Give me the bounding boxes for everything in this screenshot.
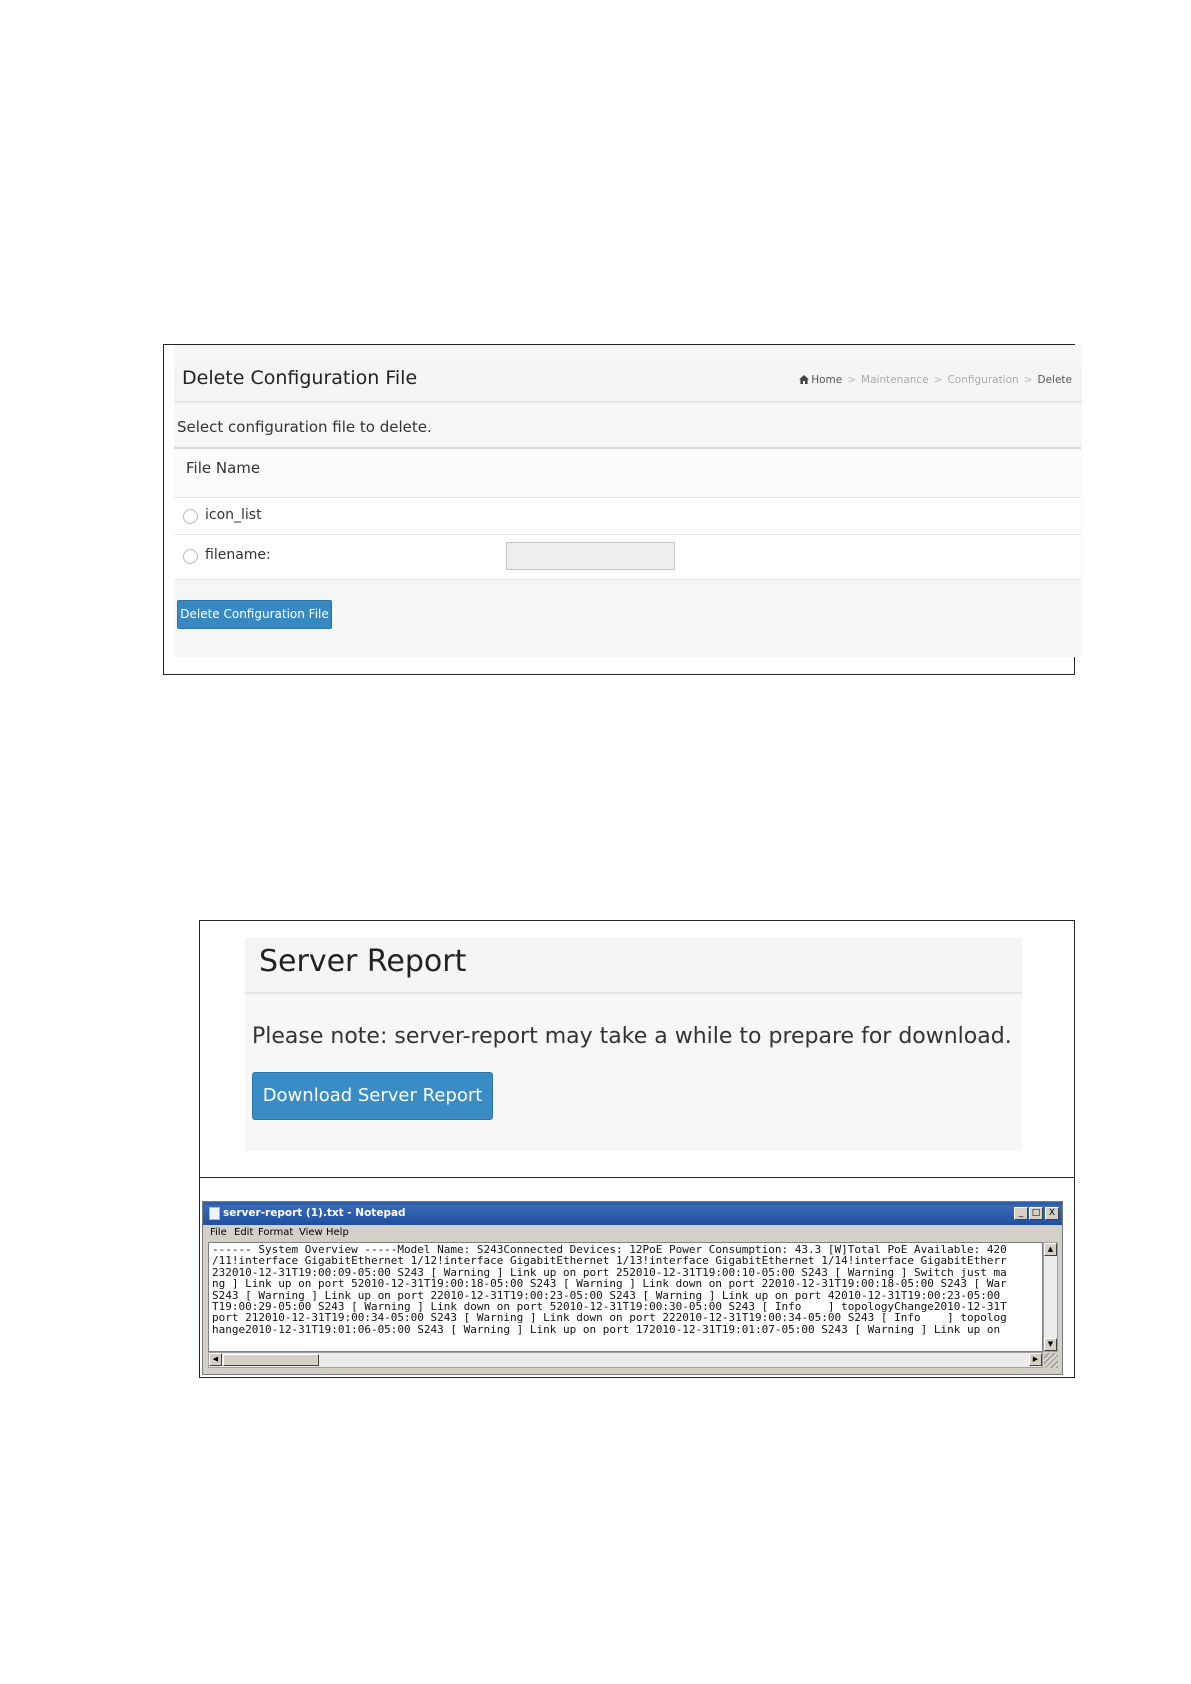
download-server-report-button[interactable]: Download Server Report: [252, 1072, 493, 1120]
file-row-label: filename:: [205, 547, 271, 563]
notepad-title-bar[interactable]: [203, 1202, 1062, 1225]
instruction-text: Select configuration file to delete.: [177, 418, 432, 436]
breadcrumb: [799, 374, 1072, 386]
file-row-icon-list: [174, 497, 1081, 534]
divider: [200, 1177, 1074, 1178]
menu-format[interactable]: Format: [258, 1227, 294, 1238]
menu-edit[interactable]: Edit: [234, 1227, 254, 1238]
scroll-right-icon[interactable]: ▶: [1029, 1353, 1042, 1366]
delete-configuration-file-button[interactable]: Delete Configuration File: [177, 600, 332, 629]
scroll-down-icon[interactable]: ▼: [1044, 1338, 1057, 1351]
notepad-menu-bar: [203, 1225, 1062, 1241]
notepad-content: ------ System Overview -----Model Name: S243Connected Devices: 12PoE Power Consumption: 43.3 [W]Total PoE Available: 420 /11!interface GigabitEthernet 1/12!interface GigabitEthernet 1/13!interface GigabitEthernet 1/14!interface GigabitEtherr 232010-12-31T19:00:09-05:00 S243 [ Warning ] Link up on port 252010-12-31T19:00:10-05:00 S243 [ Warning ] Switch just ma ng ] Link up on port 52010-12-31T19:00:18-05:00 S243 [ Warning ] Link down on port 22010-12-31T19:00:18-05:00 S243 [ War S243 [ Warning ] Link up on port 22010-12-31T19:00:23-05:00 S243 [ Warning ] Link up on port 42010-12-31T19:00:23-05:00 T19:00:29-05:00 S243 [ Warning ] Link down on port 52010-12-31T19:00:30-05:00 S243 [ Info ] topologyChange2010-12-31T port 212010-12-31T19:00:34-05:00 S243 [ Warning ] Link down on port 222010-12-31T19:00:34-05:00 S243 [ Info ] topolog hange2010-12-31T19:01:06-05:00 S243 [ Warning ] Link up on port 172010-12-31T19:01:07-05:00 S243 [ Warning ] Link up on: [212, 1243, 1007, 1336]
server-report-panel: [245, 938, 1022, 1151]
breadcrumb-current: Delete: [1037, 374, 1072, 386]
file-row-label: icon_list: [205, 507, 262, 523]
minimize-button[interactable]: _: [1014, 1207, 1028, 1220]
filename-radio[interactable]: [183, 549, 198, 564]
delete-config-panel: [174, 345, 1082, 657]
delete-config-header: [174, 363, 1082, 403]
notepad-text-area[interactable]: [208, 1242, 1043, 1352]
icon-list-radio[interactable]: [183, 509, 198, 524]
resize-grip-icon[interactable]: [1044, 1353, 1058, 1368]
server-report-header: [245, 938, 1022, 994]
notepad-window-title: server-report (1).txt - Notepad: [223, 1207, 406, 1219]
close-button[interactable]: X: [1045, 1207, 1059, 1220]
breadcrumb-separator: >: [933, 374, 943, 386]
menu-help[interactable]: Help: [326, 1227, 349, 1238]
menu-view[interactable]: View: [299, 1227, 323, 1238]
breadcrumb-separator: >: [847, 374, 857, 386]
vertical-scrollbar[interactable]: [1043, 1242, 1058, 1352]
menu-file[interactable]: File: [210, 1227, 227, 1238]
server-report-screenshot: [199, 920, 1075, 1378]
home-icon: [799, 375, 809, 384]
breadcrumb-home-link[interactable]: Home: [811, 374, 843, 386]
notepad-icon: [209, 1207, 220, 1220]
breadcrumb-configuration-link[interactable]: Configuration: [947, 374, 1019, 386]
horizontal-scrollbar[interactable]: [208, 1352, 1043, 1368]
server-report-note: Please note: server-report may take a while to prepare for download.: [252, 1024, 1012, 1049]
page-title: Delete Configuration File: [182, 367, 418, 389]
breadcrumb-maintenance-link[interactable]: Maintenance: [861, 374, 929, 386]
horizontal-scroll-thumb[interactable]: [223, 1354, 319, 1366]
filename-input[interactable]: [506, 542, 675, 570]
file-table: [174, 447, 1081, 581]
file-name-column-header: File Name: [186, 459, 261, 477]
maximize-button[interactable]: □: [1029, 1207, 1043, 1220]
delete-config-screenshot: [163, 344, 1075, 675]
scroll-up-icon[interactable]: ▲: [1044, 1243, 1057, 1256]
scroll-left-icon[interactable]: ◀: [209, 1353, 222, 1366]
breadcrumb-separator: >: [1023, 374, 1033, 386]
notepad-window: [202, 1201, 1063, 1375]
file-row-filename: [174, 534, 1081, 580]
page-title: Server Report: [259, 944, 467, 979]
